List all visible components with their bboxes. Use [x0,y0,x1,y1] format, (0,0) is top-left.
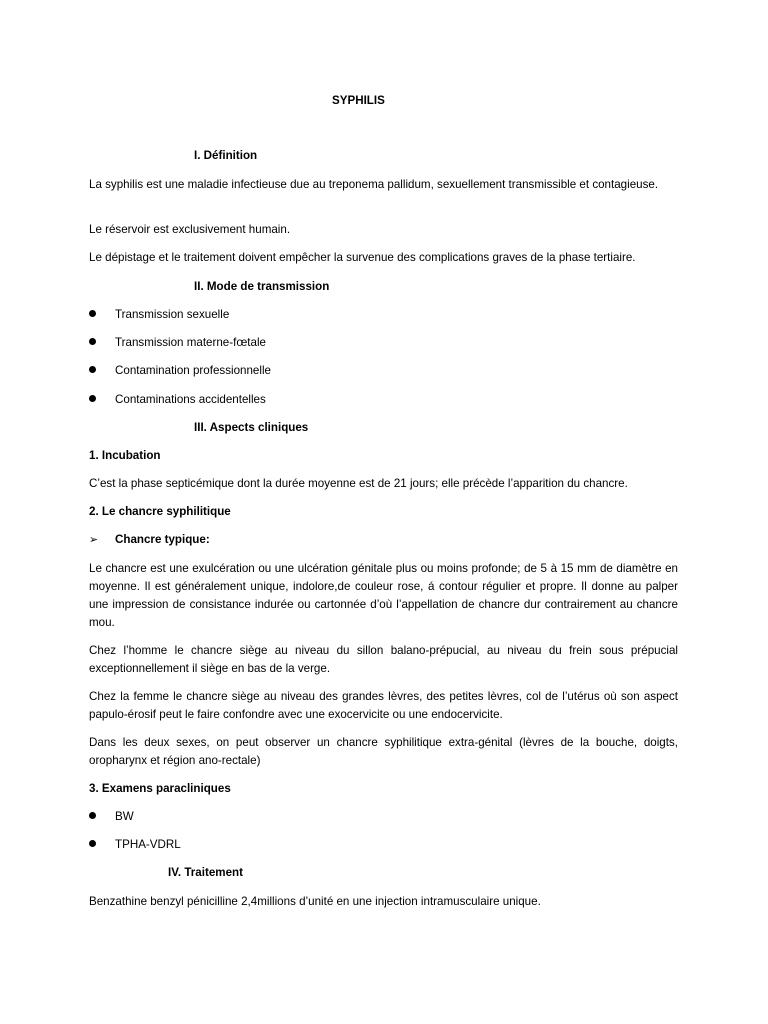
paragraph: Benzathine benzyl pénicilline 2,4millions d’unité en une injection intramusculaire unique. [89,895,541,908]
list-item: Transmission sexuelle [115,308,230,321]
paragraph: Dans les deux sexes, on peut observer un chancre syphilitique extra-génital (lèvres de la bouche, doigts, oropharynx et région ano-rectale) [89,736,678,767]
document-title: SYPHILIS [332,94,385,107]
arrow-bullet-icon: ➢ [89,534,99,546]
section-heading-definition: I. Définition [194,149,258,162]
section-heading-transmission: II. Mode de transmission [194,280,330,293]
chancre-typical-label: Chancre typique: [115,533,210,546]
subheading-chancre: 2. Le chancre syphilitique [89,505,231,518]
paragraph: La syphilis est une maladie infectieuse due au treponema pallidum, sexuellement transmissible et contagieuse. [89,178,659,191]
subheading-exams: 3. Examens paracliniques [89,782,231,795]
paragraph: Chez l’homme le chancre siège au niveau du sillon balano-prépucial, au niveau du frein sous prépucial exceptionnellement il siège en bas de la verge. [89,644,678,675]
bullet-icon [89,812,96,819]
paragraph: C’est la phase septicémique dont la durée moyenne est de 21 jours; elle précède l’apparition du chancre. [89,477,628,490]
bullet-icon [89,840,96,847]
paragraph: Chez la femme le chancre siège au niveau des grandes lèvres, des petites lèvres, col de l’utérus où son aspect papulo-érosif peut le faire confondre avec une exocervicite ou une endocervicite. [89,690,678,721]
list-item: Contaminations accidentelles [115,393,266,406]
paragraph: Le chancre est une exulcération ou une ulcération génitale plus ou moins profonde; de 5 à 15 mm de diamètre en moyenne. Il est généralement unique, indolore,de couleur rose, á contour régulier et propre. Il donne au palper une impression de consistance indurée ou cartonnée d’où l’appellation de chancre dur contrairement au chancre mou. [89,562,678,629]
bullet-icon [89,366,96,373]
paragraph: Le dépistage et le traitement doivent empêcher la survenue des complications graves de la phase tertiaire. [89,251,636,264]
bullet-icon [89,395,96,402]
bullet-icon [89,310,96,317]
subheading-incubation: 1. Incubation [89,449,161,462]
list-item: TPHA-VDRL [115,838,181,851]
list-item: BW [115,810,134,823]
list-item: Contamination professionnelle [115,364,271,377]
section-heading-clinical: III. Aspects cliniques [194,421,309,434]
bullet-icon [89,338,96,345]
section-heading-treatment: IV. Traitement [168,866,243,879]
list-item: Transmission materne-fœtale [115,336,266,349]
paragraph: Le réservoir est exclusivement humain. [89,223,291,236]
